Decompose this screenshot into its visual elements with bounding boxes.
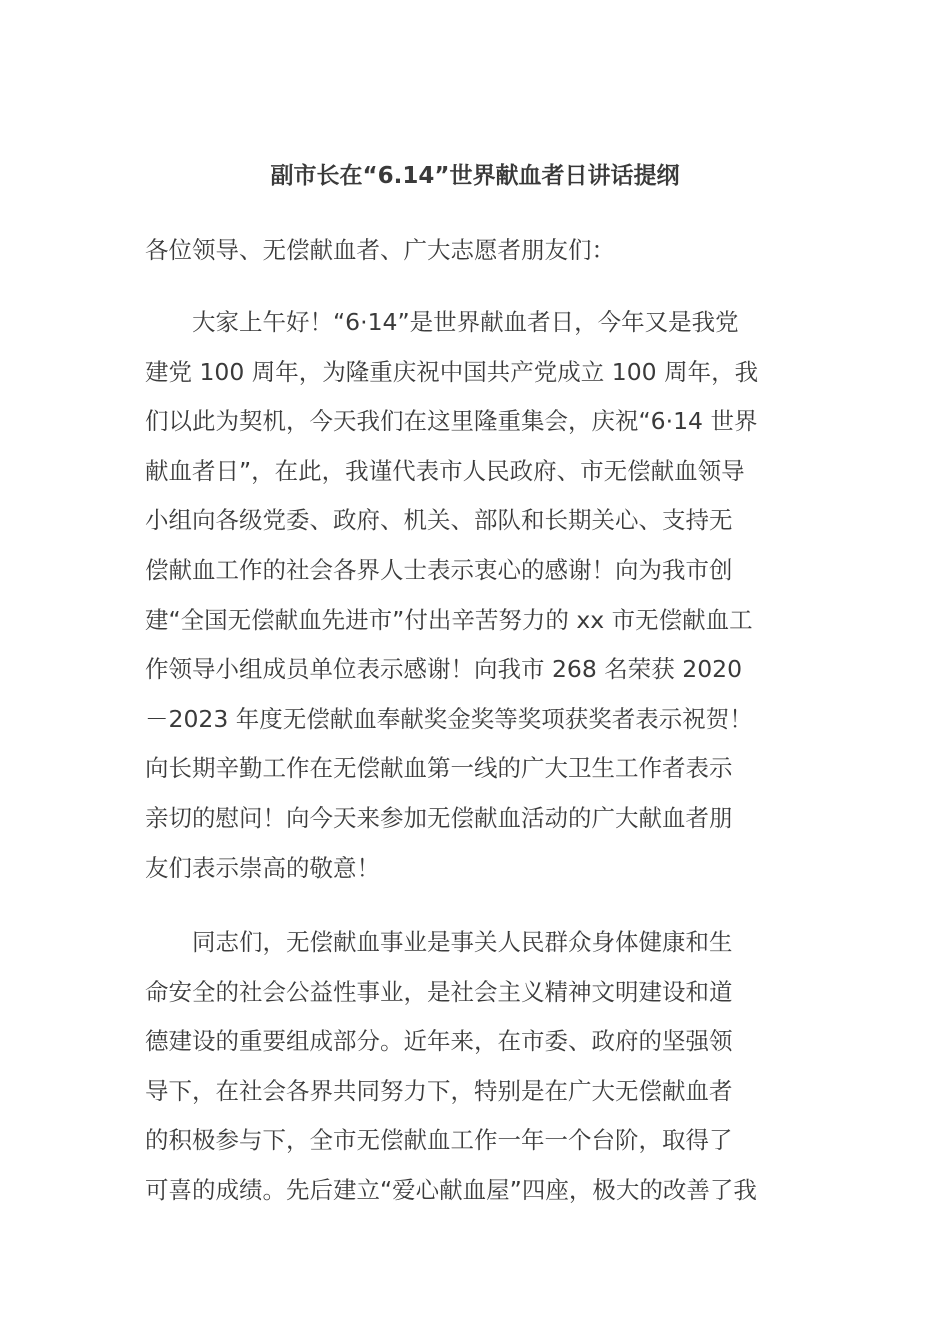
paragraph-line: －2023 年度无偿献血奉献奖金奖等奖项获奖者表示祝贺！ <box>145 704 753 733</box>
paragraph-line: 大家上午好！“6·14”是世界献血者日，今年又是我党 <box>145 308 739 336</box>
paragraph-line: 作领导小组成员单位表示感谢！向我市 268 名荣获 2020 <box>145 655 743 684</box>
document-title: 副市长在“6.14”世界献血者日讲话提纲 <box>270 163 680 189</box>
paragraph-line: 建“全国无偿献血先进市”付出辛苦努力的 xx 市无偿献血工 <box>145 605 753 634</box>
salutation: 各位领导、无偿献血者、广大志愿者朋友们： <box>145 236 615 264</box>
paragraph-line: 导下，在社会各界共同努力下，特别是在广大无偿献血者 <box>145 1076 733 1105</box>
paragraph-line: 们以此为契机，今天我们在这里隆重集会，庆祝“6·14 世界 <box>145 407 758 436</box>
paragraph-line: 的积极参与下，全市无偿献血工作一年一个台阶，取得了 <box>145 1126 733 1155</box>
paragraph-line: 偿献血工作的社会各界人士表示衷心的感谢！向为我市创 <box>145 555 733 584</box>
paragraph-line: 可喜的成绩。先后建立“爱心献血屋”四座，极大的改善了我 <box>145 1175 757 1204</box>
paragraph-line: 建党 100 周年，为隆重庆祝中国共产党成立 100 周年，我 <box>145 357 759 386</box>
paragraph-line: 小组向各级党委、政府、机关、部队和长期关心、支持无 <box>145 506 733 535</box>
paragraph-line: 命安全的社会公益性事业，是社会主义精神文明建设和道 <box>145 977 733 1006</box>
paragraph-1 <box>145 298 810 893</box>
paragraph-line: 献血者日”，在此，我谨代表市人民政府、市无偿献血领导 <box>145 456 745 485</box>
paragraph-line: 德建设的重要组成部分。近年来，在市委、政府的坚强领 <box>145 1027 733 1056</box>
paragraph-line: 友们表示崇高的敬意！ <box>145 853 380 882</box>
paragraph-line: 向长期辛勤工作在无偿献血第一线的广大卫生工作者表示 <box>145 754 733 783</box>
paragraph-line: 同志们，无偿献血事业是事关人民群众身体健康和生 <box>145 928 733 956</box>
paragraph-line: 亲切的慰问！向今天来参加无偿献血活动的广大献血者朋 <box>145 803 733 832</box>
paragraph-2 <box>145 918 810 1216</box>
